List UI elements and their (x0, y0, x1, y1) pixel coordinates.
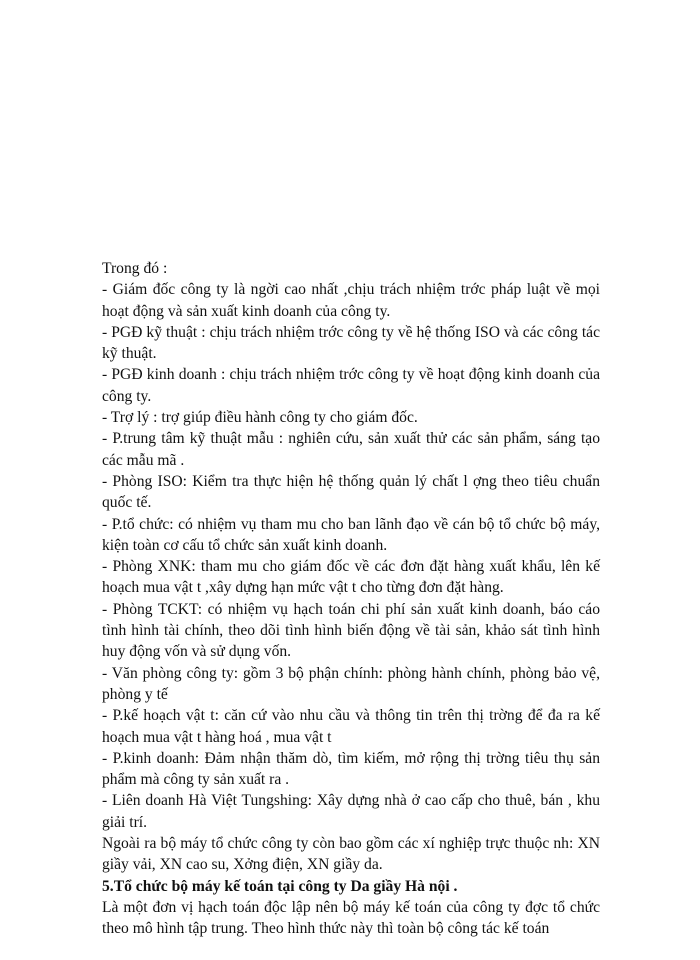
item-joint-venture: - Liên doanh Hà Việt Tungshing: Xây dựng nhà ở cao cấp cho thuê, bán , khu giải trí. (102, 792, 600, 831)
section-heading: 5.Tổ chức bộ máy kế toán tại công ty Da giầy Hà nội . (102, 877, 458, 895)
item-import-export-dept: - Phòng XNK: tham mu cho giám đốc về các đơn đặt hàng xuất khẩu, lên kế hoạch mua vật t ,xây dựng hạn mức vật t cho từng đơn đặt hàng. (102, 558, 600, 597)
document-body (102, 258, 600, 940)
item-organization-dept: - P.tổ chức: có nhiệm vụ tham mu cho ban lãnh đạo về cán bộ tổ chức bộ máy, kiện toàn cơ cấu tổ chức sản xuất kinh doanh. (102, 515, 600, 554)
item-sales-dept: - P.kinh doanh: Đảm nhận thăm dò, tìm kiếm, mở rộng thị trờng tiêu thụ sản phẩm mà công ty sản xuất ra . (102, 749, 600, 789)
intro-label: Trong đó : (102, 260, 168, 277)
subsidiaries-paragraph: Ngoài ra bộ máy tổ chức công ty còn bao gồm các xí nghiệp trực thuộc nh: XN giầy vải, XN cao su, Xởng điện, XN giầy da. (102, 835, 600, 874)
accounting-paragraph: Là một đơn vị hạch toán độc lập nên bộ máy kế toán của công ty đợc tổ chức theo mô hình tập trung. Theo hình thức này thì toàn bộ công tác kế toán (102, 898, 600, 938)
item-assistant: - Trợ lý : trợ giúp điều hành công ty cho giám đốc. (102, 409, 418, 427)
item-director: - Giám đốc công ty là ngời cao nhất ,chịu trách nhiệm trớc pháp luật về mọi hoạt động và sản xuất kinh doanh của công ty. (102, 281, 600, 320)
item-finance-dept: - Phòng TCKT: có nhiệm vụ hạch toán chi phí sản xuất kinh doanh, báo cáo tình hình tài chính, theo dõi tình hình biến động về tài sản, khảo sát tình hình huy động vốn và sử dụng vốn. (102, 600, 600, 661)
item-sample-center: - P.trung tâm kỹ thuật mẫu : nghiên cứu, sản xuất thử các sản phẩm, sáng tạo các mẫu mã . (102, 430, 600, 469)
item-technical-deputy: - PGĐ kỹ thuật : chịu trách nhiệm trớc công ty về hệ thống ISO và các công tác kỹ thuật. (102, 323, 600, 363)
item-iso-office: - Phòng ISO: Kiểm tra thực hiện hệ thống quản lý chất l ợng theo tiêu chuẩn quốc tế. (102, 472, 600, 512)
item-company-office: - Văn phòng công ty: gồm 3 bộ phận chính: phòng hành chính, phòng bảo vệ, phòng y tế (102, 664, 600, 703)
item-supply-planning: - P.kế hoạch vật t: căn cứ vào nhu cầu và thông tin trên thị trờng để đa ra kế hoạch mua vật t hàng hoá , mua vật t (102, 707, 600, 746)
item-business-deputy: - PGĐ kinh doanh : chịu trách nhiệm trớc công ty về hoạt động kinh doanh của công ty. (102, 366, 600, 405)
